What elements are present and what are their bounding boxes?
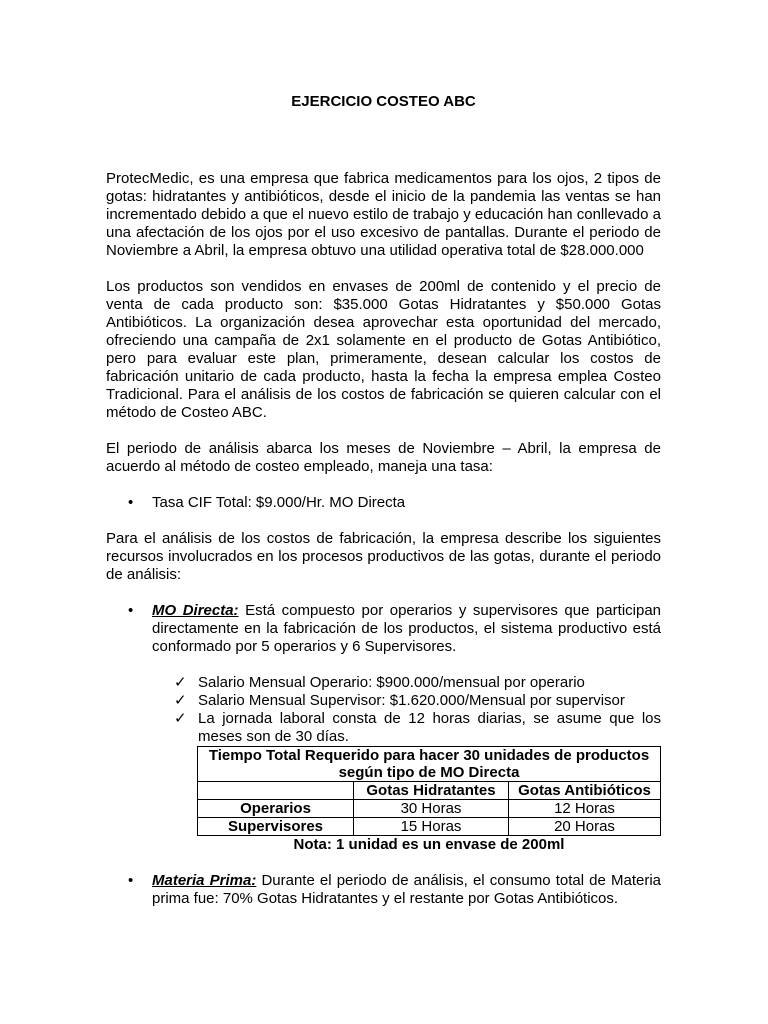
table-cell: 30 Horas xyxy=(354,800,509,818)
checkmark-icon: ✓ xyxy=(174,692,187,709)
bullet-icon: • xyxy=(128,872,134,889)
check-item-text: La jornada laboral consta de 12 horas diarias, se asume que los meses son de 30 días. xyxy=(198,710,661,745)
check-item xyxy=(174,674,661,692)
table-row-header: Operarios xyxy=(198,800,354,818)
table-corner-cell xyxy=(198,782,354,800)
table-cell: 15 Horas xyxy=(354,818,509,836)
table-cell: 20 Horas xyxy=(509,818,661,836)
table-row-header: Supervisores xyxy=(198,818,354,836)
check-item-text: Salario Mensual Supervisor: $1.620.000/Mensual por supervisor xyxy=(198,692,625,709)
table-row xyxy=(198,800,661,818)
table-title: Tiempo Total Requerido para hacer 30 unidades de productos según tipo de MO Directa xyxy=(198,747,661,782)
bullet-tasa-text: Tasa CIF Total: $9.000/Hr. MO Directa xyxy=(152,494,406,511)
table-column-header: Gotas Antibióticos xyxy=(509,782,661,800)
paragraph-period: El periodo de análisis abarca los meses de Noviembre – Abril, la empresa de acuerdo al método de costeo empleado, maneja una tasa: xyxy=(106,440,661,475)
materia-prima-description: Durante el periodo de análisis, el consumo total de Materia prima fue: 70% Gotas Hidratantes y el restante por Gotas Antibióticos. xyxy=(152,872,661,907)
check-item xyxy=(174,710,661,746)
materia-prima-label: Materia Prima: xyxy=(152,872,257,889)
document-content xyxy=(106,93,661,908)
table-note: Nota: 1 unidad es un envase de 200ml xyxy=(293,836,565,853)
document-title: EJERCICIO COSTEO ABC xyxy=(291,93,476,110)
check-item-text: Salario Mensual Operario: $900.000/mensual por operario xyxy=(198,674,585,691)
bullet-materia-prima xyxy=(106,872,661,908)
bullet-mo-directa-text xyxy=(152,602,661,656)
bullet-materia-prima-text xyxy=(152,872,661,908)
paragraph-products: Los productos son vendidos en envases de 200ml de contenido y el precio de venta de cada producto son: $35.000 Gotas Hidratantes y $50.000 Gotas Antibióticos. La organización desea aprovechar esta oportunidad del mercado, ofreciendo una campaña de 2x1 solamente en el producto de Gotas Antibiótico, pero para evaluar este plan, primeramente, desean calcular los costos de fabricación unitario de cada producto, hasta la fecha la empresa emplea Costeo Tradicional. Para el análisis de los costos de fabricación se quieren calcular con el método de Costeo ABC. xyxy=(106,278,661,421)
bullet-icon: • xyxy=(128,494,134,511)
paragraph-intro: ProtecMedic, es una empresa que fabrica medicamentos para los ojos, 2 tipos de gotas: hidratantes y antibióticos, desde el inicio de la pandemia las ventas se han incrementado debido a que el nuevo estilo de trabajo y educación han conllevado a una afectación de los ojos por el uso excesivo de pantallas. Durante el periodo de Noviembre a Abril, la empresa obtuvo una utilidad operativa total de $28.000.000 xyxy=(106,170,661,259)
check-item xyxy=(174,692,661,710)
bullet-mo-directa xyxy=(106,602,661,656)
paragraph-recursos: Para el análisis de los costos de fabricación, la empresa describe los siguientes recursos involucrados en los procesos productivos de las gotas, durante el periodo de análisis: xyxy=(106,530,661,583)
checkmark-icon: ✓ xyxy=(174,674,187,691)
table-cell: 12 Horas xyxy=(509,800,661,818)
checkmark-icon: ✓ xyxy=(174,710,187,727)
mo-directa-table xyxy=(197,746,661,836)
bullet-tasa xyxy=(106,494,661,512)
table-column-header: Gotas Hidratantes xyxy=(354,782,509,800)
bullet-icon: • xyxy=(128,602,134,619)
table-row xyxy=(198,818,661,836)
mo-directa-description: Está compuesto por operarios y supervisores que participan directamente en la fabricación de los productos, el sistema productivo está conformado por 5 operarios y 6 Supervisores. xyxy=(152,602,662,655)
mo-directa-label: MO Directa: xyxy=(152,602,239,619)
checklist xyxy=(106,674,661,746)
